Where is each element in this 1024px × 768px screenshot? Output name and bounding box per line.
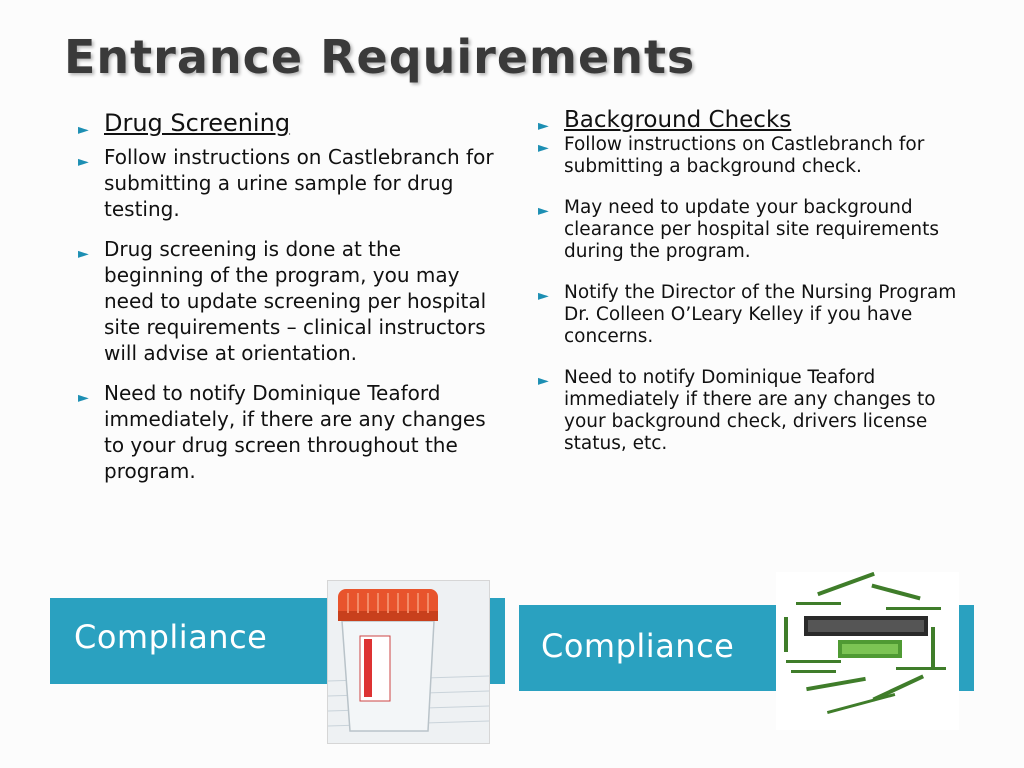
arrow-bullet-icon: ► bbox=[538, 140, 549, 156]
list-item-text: Need to notify Dominique Teaford immediately if there are any changes to your background check, drivers license status, etc. bbox=[564, 367, 936, 454]
list-item-text: Drug screening is done at the beginning of the program, you may need to update screening per hospital site requirements – clinical instructors will advise at orientation. bbox=[104, 237, 487, 365]
urine-sample-cup-icon bbox=[327, 580, 490, 744]
list-item bbox=[76, 144, 496, 222]
arrow-bullet-icon: ► bbox=[78, 122, 89, 138]
heading-text: Background Checks bbox=[564, 107, 792, 133]
banner-label: Compliance bbox=[541, 627, 735, 665]
background-checks-heading bbox=[536, 106, 966, 134]
arrow-bullet-icon: ► bbox=[538, 203, 549, 219]
arrow-bullet-icon: ► bbox=[78, 246, 89, 262]
arrow-bullet-icon: ► bbox=[538, 373, 549, 389]
arrow-bullet-icon: ► bbox=[538, 118, 549, 134]
list-item bbox=[536, 282, 966, 348]
list-item-text: Notify the Director of the Nursing Program Dr. Colleen O’Leary Kelley if you have concerns. bbox=[564, 282, 957, 347]
slide-title: Entrance Requirements bbox=[64, 30, 696, 84]
list-item bbox=[76, 380, 496, 484]
banner-label: Compliance bbox=[74, 618, 268, 656]
background-checks-column bbox=[536, 106, 966, 474]
arrow-bullet-icon: ► bbox=[78, 390, 89, 406]
list-item bbox=[536, 197, 966, 263]
list-item-text: Follow instructions on Castlebranch for submitting a urine sample for drug testing. bbox=[104, 145, 494, 221]
background-check-wordcloud-icon bbox=[776, 572, 959, 730]
list-item-text: Follow instructions on Castlebranch for submitting a background check. bbox=[564, 134, 925, 177]
drug-screening-column bbox=[76, 108, 496, 498]
list-item bbox=[76, 236, 496, 366]
arrow-bullet-icon: ► bbox=[78, 154, 89, 170]
heading-text: Drug Screening bbox=[104, 109, 291, 137]
list-item bbox=[536, 134, 966, 178]
list-item-text: Need to notify Dominique Teaford immediately, if there are any changes to your drug screen throughout the program. bbox=[104, 381, 486, 483]
urine-cup-illustration bbox=[328, 581, 489, 743]
list-item-text: May need to update your background clearance per hospital site requirements during the program. bbox=[564, 197, 940, 262]
wordcloud-illustration bbox=[776, 572, 959, 730]
drug-screening-heading bbox=[76, 108, 496, 138]
arrow-bullet-icon: ► bbox=[538, 288, 549, 304]
list-item bbox=[536, 367, 966, 455]
